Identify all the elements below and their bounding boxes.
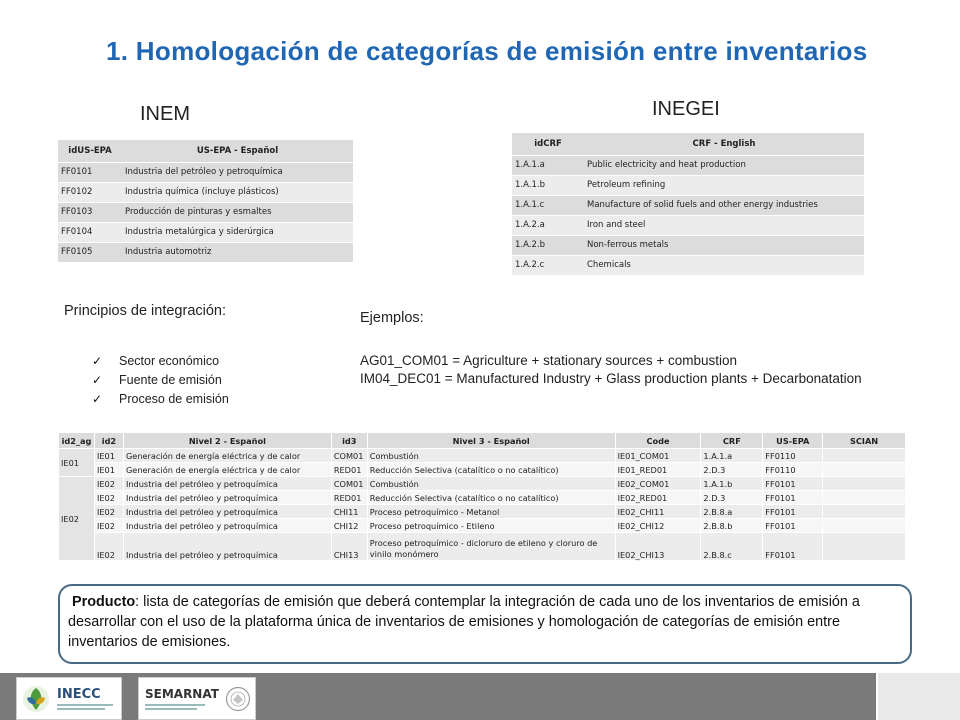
cell-nivel3: Reducción Selectiva (catalítico o no catalítico) xyxy=(367,463,615,477)
cell-nivel2: Industria del petróleo y petroquímica xyxy=(123,533,331,561)
inegei-cell-id: 1.A.2.a xyxy=(512,215,584,235)
inegei-header-name: CRF - English xyxy=(584,133,864,155)
inem-cell-id: FF0105 xyxy=(58,242,122,262)
column-header: id2_ag xyxy=(59,433,95,449)
inegei-cell-id: 1.A.1.c xyxy=(512,195,584,215)
inegei-cell-name: Manufacture of solid fuels and other energy industries xyxy=(584,195,864,215)
homologation-table xyxy=(58,432,906,561)
cell-id2-ag: IE01 xyxy=(59,449,95,477)
inegei-cell-name: Petroleum refining xyxy=(584,175,864,195)
product-text: : lista de categorías de emisión que deberá contemplar la integración de cada uno de los inventarios de emisión a desarrollar con el uso de la plataforma única de inventarios de emisiones y homologación de categorías de emisión entre inventarios de emisiones. xyxy=(68,594,860,650)
cell-nivel2: Generación de energía eléctrica y de calor xyxy=(123,463,331,477)
examples-heading: Ejemplos: xyxy=(360,310,424,326)
cell-nivel3: Combustión xyxy=(367,477,615,491)
footer-corner-panel xyxy=(876,673,960,720)
example-line: IM04_DEC01 = Manufactured Industry + Glass production plants + Decarbonatation xyxy=(360,371,862,386)
inegei-header-id: idCRF xyxy=(512,133,584,155)
cell-nivel2: Industria del petróleo y petroquímica xyxy=(123,477,331,491)
principle-item: ✓ Fuente de emisión xyxy=(92,372,222,387)
cell-code: IE01_RED01 xyxy=(615,463,701,477)
inem-cell-name: Industria del petróleo y petroquímica xyxy=(122,162,353,182)
cell-id3: RED01 xyxy=(331,463,367,477)
inem-table-row xyxy=(58,162,353,182)
inem-header-id: idUS-EPA xyxy=(58,140,122,162)
inegei-table-row xyxy=(512,155,864,175)
cell-us-epa: FF0110 xyxy=(763,463,823,477)
cell-scian xyxy=(823,449,906,463)
inem-cell-name: Industria metalúrgica y siderúrgica xyxy=(122,222,353,242)
cell-id3: RED01 xyxy=(331,491,367,505)
cell-id3: CHI11 xyxy=(331,505,367,519)
inecc-logo xyxy=(16,677,122,720)
inegei-cell-name: Non-ferrous metals xyxy=(584,235,864,255)
cell-id3: CHI12 xyxy=(331,519,367,533)
inem-cell-id: FF0101 xyxy=(58,162,122,182)
inegei-cell-id: 1.A.2.b xyxy=(512,235,584,255)
inegei-table-row xyxy=(512,175,864,195)
inegei-cell-name: Public electricity and heat production xyxy=(584,155,864,175)
checkmark-icon: ✓ xyxy=(92,353,103,368)
principle-item: ✓ Sector económico xyxy=(92,353,220,368)
table-row xyxy=(59,491,906,505)
cell-crf: 1.A.1.b xyxy=(701,477,763,491)
inem-cell-id: FF0104 xyxy=(58,222,122,242)
inegei-table-row xyxy=(512,195,864,215)
cell-code: IE02_CHI13 xyxy=(615,533,701,561)
cell-nivel3: Reducción Selectiva (catalítico o no catalítico) xyxy=(367,491,615,505)
example-line: AG01_COM01 = Agriculture + stationary sources + combustion xyxy=(360,353,738,368)
column-header: id2 xyxy=(94,433,123,449)
inegei-cell-name: Iron and steel xyxy=(584,215,864,235)
inegei-label: INEGEI xyxy=(652,98,720,120)
inegei-table-row xyxy=(512,215,864,235)
semarnat-logo-text: SEMARNAT xyxy=(145,686,219,701)
cell-id3: CHI13 xyxy=(331,533,367,561)
table-row xyxy=(59,449,906,463)
cell-id3: COM01 xyxy=(331,449,367,463)
column-header: Nivel 3 - Español xyxy=(367,433,615,449)
cell-scian xyxy=(823,505,906,519)
principle-item: ✓ Proceso de emisión xyxy=(92,391,229,406)
inem-cell-id: FF0102 xyxy=(58,182,122,202)
cell-code: IE02_CHI11 xyxy=(615,505,701,519)
cell-us-epa: FF0101 xyxy=(763,491,823,505)
table-row xyxy=(59,477,906,491)
column-header: id3 xyxy=(331,433,367,449)
cell-id2: IE02 xyxy=(94,519,123,533)
inegei-table-row xyxy=(512,255,864,275)
inegei-table xyxy=(512,133,864,276)
table-row xyxy=(59,519,906,533)
inem-cell-id: FF0103 xyxy=(58,202,122,222)
cell-us-epa: FF0110 xyxy=(763,449,823,463)
eagle-seal-icon xyxy=(225,686,251,712)
inecc-logo-text: INECC xyxy=(57,686,101,702)
cell-id2: IE01 xyxy=(94,463,123,477)
checkmark-icon: ✓ xyxy=(92,372,103,387)
footer-bar xyxy=(0,673,960,720)
cell-code: IE02_COM01 xyxy=(615,477,701,491)
inem-cell-name: Industria química (incluye plásticos) xyxy=(122,182,353,202)
inegei-cell-id: 1.A.1.a xyxy=(512,155,584,175)
cell-id2-ag: IE02 xyxy=(59,477,95,561)
table-row xyxy=(59,463,906,477)
cell-scian xyxy=(823,491,906,505)
product-label: Producto xyxy=(72,594,136,610)
inegei-cell-name: Chemicals xyxy=(584,255,864,275)
cell-scian xyxy=(823,533,906,561)
cell-nivel2: Industria del petróleo y petroquímica xyxy=(123,491,331,505)
cell-scian xyxy=(823,519,906,533)
cell-nivel3: Proceso petroquímico - Etileno xyxy=(367,519,615,533)
inegei-table-row xyxy=(512,235,864,255)
cell-id2: IE02 xyxy=(94,533,123,561)
cell-crf: 2.B.8.c xyxy=(701,533,763,561)
inegei-cell-id: 1.A.1.b xyxy=(512,175,584,195)
cell-crf: 1.A.1.a xyxy=(701,449,763,463)
semarnat-logo xyxy=(138,677,256,720)
cell-id2: IE01 xyxy=(94,449,123,463)
cell-nivel2: Generación de energía eléctrica y de calor xyxy=(123,449,331,463)
cell-id3: COM01 xyxy=(331,477,367,491)
cell-id2: IE02 xyxy=(94,491,123,505)
principles-heading: Principios de integración: xyxy=(64,303,227,319)
cell-id2: IE02 xyxy=(94,477,123,491)
leaf-logo-icon xyxy=(21,684,51,714)
examples-list xyxy=(360,352,862,388)
cell-us-epa: FF0101 xyxy=(763,505,823,519)
column-header: SCIAN xyxy=(823,433,906,449)
inem-table-row xyxy=(58,242,353,262)
column-header: Code xyxy=(615,433,701,449)
column-header: US-EPA xyxy=(763,433,823,449)
cell-code: IE01_COM01 xyxy=(615,449,701,463)
inem-cell-name: Industria automotriz xyxy=(122,242,353,262)
cell-nivel2: Industria del petróleo y petroquímica xyxy=(123,519,331,533)
cell-code: IE02_CHI12 xyxy=(615,519,701,533)
table-row xyxy=(59,505,906,519)
product-description-box xyxy=(58,584,912,664)
cell-nivel2: Industria del petróleo y petroquímica xyxy=(123,505,331,519)
cell-crf: 2.D.3 xyxy=(701,491,763,505)
inem-table-row xyxy=(58,222,353,242)
inem-label: INEM xyxy=(140,103,190,125)
column-header: CRF xyxy=(701,433,763,449)
inem-table xyxy=(58,140,353,263)
cell-crf: 2.D.3 xyxy=(701,463,763,477)
inem-cell-name: Producción de pinturas y esmaltes xyxy=(122,202,353,222)
inem-header-name: US-EPA - Español xyxy=(122,140,353,162)
inegei-cell-id: 1.A.2.c xyxy=(512,255,584,275)
inem-table-row xyxy=(58,202,353,222)
cell-us-epa: FF0101 xyxy=(763,533,823,561)
cell-code: IE02_RED01 xyxy=(615,491,701,505)
cell-id2: IE02 xyxy=(94,505,123,519)
column-header: Nivel 2 - Español xyxy=(123,433,331,449)
cell-nivel3: Proceso petroquímico - dicloruro de etileno y cloruro de vinilo monómero xyxy=(367,533,615,561)
cell-nivel3: Combustión xyxy=(367,449,615,463)
checkmark-icon: ✓ xyxy=(92,391,103,406)
cell-us-epa: FF0101 xyxy=(763,477,823,491)
slide-title: 1. Homologación de categorías de emisión entre inventarios xyxy=(106,36,868,66)
cell-crf: 2.B.8.b xyxy=(701,519,763,533)
principles-list xyxy=(92,351,229,408)
cell-crf: 2.B.8.a xyxy=(701,505,763,519)
cell-scian xyxy=(823,477,906,491)
cell-us-epa: FF0101 xyxy=(763,519,823,533)
cell-nivel3: Proceso petroquímico - Metanol xyxy=(367,505,615,519)
table-row xyxy=(59,533,906,561)
inem-table-row xyxy=(58,182,353,202)
cell-scian xyxy=(823,463,906,477)
